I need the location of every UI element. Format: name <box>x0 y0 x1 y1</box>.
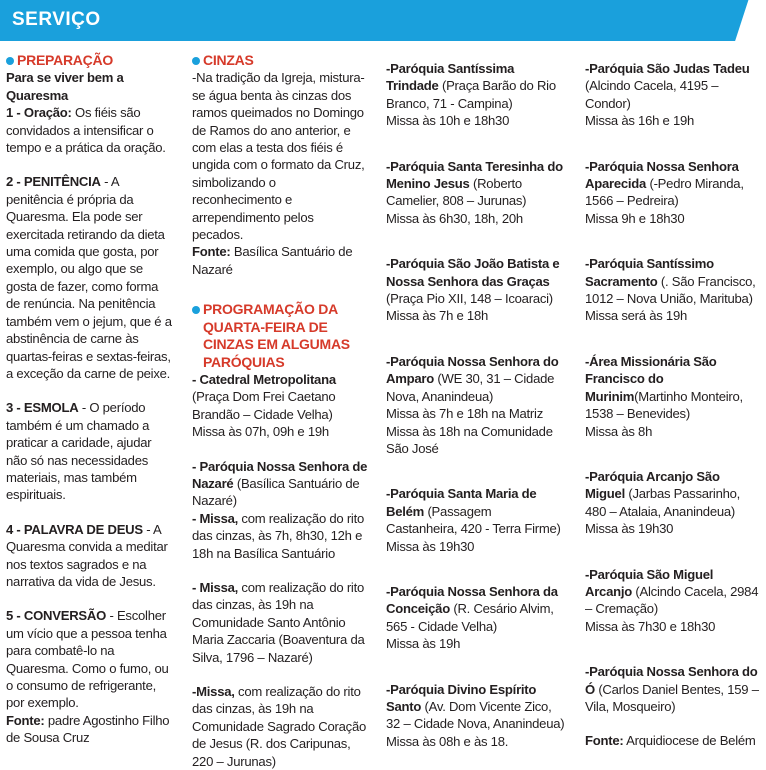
programacao-heading <box>192 301 368 371</box>
parish-entry <box>386 485 566 537</box>
missa-text: com realização do rito das cinzas, às 19h na Comunidade Santo Antônio Maria Zaccaria (Boaventura da Silva, 1796 – Nazaré) <box>192 579 365 665</box>
parish-address: (Alcindo Cacela, 2984 – Cremação) <box>585 583 759 617</box>
item-conversao <box>6 607 172 711</box>
spacer <box>386 325 566 353</box>
parish-address: (Praça Barão do Rio Branco, 71 - Campina) <box>386 78 556 111</box>
spacer <box>585 325 760 353</box>
parish-address: (Roberto Camelier, 808 – Jurunas) <box>386 176 527 209</box>
spacer <box>386 457 566 485</box>
bullet-icon <box>192 306 200 314</box>
spacer <box>585 715 760 732</box>
parish-entry <box>585 468 760 520</box>
parish-address: (Martinho Monteiro, 1538 – Benevides) <box>585 388 743 422</box>
missa-label: - Missa, <box>192 579 239 595</box>
parish-address: (-Pedro Miranda, 1566 – Pedreira) <box>585 176 744 209</box>
parish-entry <box>386 681 566 733</box>
missa-label: -Missa, <box>192 684 235 699</box>
parish-entry <box>585 60 760 112</box>
parish-missa: Missa às 6h30, 18h, 20h <box>386 210 523 226</box>
parish-name: -Paróquia Divino Espírito Santo <box>386 681 537 714</box>
item-esmola <box>6 399 172 503</box>
source-line <box>585 732 760 749</box>
parish-missa: Missa às 08h e às 18. <box>386 733 509 749</box>
spacer <box>6 382 172 399</box>
entry-name: - Catedral Metropolitana <box>192 371 336 387</box>
parish-entry <box>386 255 566 307</box>
spacer <box>6 156 172 173</box>
spacer <box>585 52 760 60</box>
item-label: 2 - PENITÊNCIA <box>6 174 101 190</box>
parish-address: (Passagem Castanheira, 420 - Terra Firme) <box>386 503 561 537</box>
item-text: - Escolher um vício que a pessoa tenha para combatê-lo na Quaresma. Como o fumo, ou o consumo de refrigerante, por exemplo. <box>6 608 169 711</box>
parish-name: -Paróquia Nossa Senhora da Conceição <box>386 583 558 617</box>
parish-missa: Missa às 10h e 18h30 <box>386 113 510 129</box>
column-paroquias-1 <box>386 52 566 750</box>
parish-entry <box>585 353 760 423</box>
source-text: Arquidiocese de Belém <box>623 733 756 749</box>
spacer <box>585 538 760 566</box>
item-text: - O período também é um chamado a praticar a caridade, ajudar não só nas necessidades materiais, mas também espirituais. <box>6 400 152 503</box>
missa-text: com realização do rito das cinzas, às 19h na Comunidade Sagrado Coração de Jesus (R. dos Caripunas, 220 – Jurunas) <box>192 684 367 769</box>
spacer <box>6 504 172 521</box>
item-text: Os fiéis são convidados a intensificar o tempo e a prática da oração. <box>6 105 166 156</box>
source-label: Fonte: <box>192 244 231 260</box>
source-text: Basílica Santuário de Nazaré <box>192 244 353 277</box>
item-palavra-de-deus <box>6 521 172 591</box>
entry-name: - Paróquia Nossa Senhora de Nazaré <box>192 458 368 491</box>
parish-name: -Área Missionária São Francisco do Murinim <box>585 353 717 404</box>
column-preparacao <box>6 52 172 747</box>
parish-entry <box>386 158 566 210</box>
item-text: - A Quaresma convida a meditar nos textos sagrados e na narrativa da vida de Jesus. <box>6 521 168 589</box>
missa-label: - Missa, <box>192 510 239 526</box>
entry-text: (Basílica Santuário de Nazaré) <box>192 475 360 509</box>
parish-entry <box>585 158 760 210</box>
parish-name: -Paróquia Santíssimo Sacramento <box>585 256 714 289</box>
cinzas-title: CINZAS <box>203 52 254 68</box>
spacer <box>585 635 760 663</box>
spacer <box>386 52 566 60</box>
source-text: padre Agostinho Filho de Sousa Cruz <box>6 712 170 746</box>
parish-name: -Paróquia Nossa Senhora do Amparo <box>386 353 559 387</box>
header-corner-cut <box>733 0 756 41</box>
header-title: SERVIÇO <box>12 9 101 30</box>
parish-address: (Av. Dom Vicente Zico, 32 – Cidade Nova, Ananindeua) <box>386 698 565 732</box>
parish-address: (Carlos Daniel Bentes, 159 – Vila, Mosqueiro) <box>585 681 759 714</box>
spacer <box>386 227 566 255</box>
item-penitencia <box>6 173 172 382</box>
parish-missa: Missa às 8h <box>585 423 653 439</box>
spacer <box>6 590 172 607</box>
parish-name: -Paróquia Santa Teresinha do Menino Jesus <box>386 158 563 192</box>
parish-name: -Paróquia São Judas Tadeu <box>585 61 750 76</box>
parish-name: -Paróquia Arcanjo São Miguel <box>585 468 720 502</box>
parish-entry <box>585 663 760 715</box>
parish-name: -Paróquia Santíssima Trindade <box>386 61 515 94</box>
cinzas-intro: -Na tradição da Igreja, mistura-se água benta às cinzas dos ramos queimados no Domingo de Ramos do ano anterior, e com elas a testa dos fiéis é ungida com o formato da Cruz, simbolizando o reconhecimento e arrependimento pelos pecados. <box>192 70 365 243</box>
parish-address: (Praça Pio XII, 148 – Icoaraci) <box>386 291 553 307</box>
source-label: Fonte: <box>585 733 624 749</box>
parish-missa: Missa às 7h e 18h <box>386 308 489 324</box>
spacer <box>192 278 368 301</box>
item-text: - A penitência é própria da Quaresma. Ela pode ser exercitada retirando da dieta uma comida que gosta, por exemplo, ou algo que se gosta de fazer, como forma de renúncia. Na penitência também vem o jejum, que é a abstinência de carne às quartas-feiras e sextas-feiras, a exceção da carne de peixe. <box>6 174 172 381</box>
spacer <box>386 653 566 681</box>
spacer <box>585 130 760 158</box>
item-label: 1 - Oração: <box>6 105 72 121</box>
spacer <box>192 441 368 458</box>
parish-name: -Paróquia São Miguel Arcanjo <box>585 566 714 599</box>
source-line <box>6 712 172 747</box>
item-label: 5 - CONVERSÃO <box>6 608 107 624</box>
parish-entry <box>585 255 760 307</box>
parish-missa: Missa às 16h e 19h <box>585 113 695 129</box>
column-cinzas <box>192 52 368 770</box>
parish-address: (Alcindo Cacela, 4195 – Condor) <box>585 78 719 111</box>
spacer <box>192 666 368 683</box>
parish-name: -Paróquia Santa Maria de Belém <box>386 486 537 519</box>
spacer <box>585 227 760 255</box>
parish-address: (R. Cesário Alvim, 565 - Cidade Velha) <box>386 601 554 634</box>
bullet-icon <box>6 57 14 65</box>
parish-entry <box>585 566 760 618</box>
parish-missa: Missa às 19h <box>386 636 461 652</box>
item-label: 3 - ESMOLA <box>6 400 79 416</box>
programacao-title: PROGRAMAÇÃO DA QUARTA-FEIRA DE CINZAS EM ALGUMAS PARÓQUIAS <box>203 301 350 370</box>
entry-missa <box>192 579 368 666</box>
cinzas-heading <box>192 52 368 69</box>
bullet-icon <box>192 57 200 65</box>
section-header <box>0 0 756 41</box>
parish-missa: Missa às 19h30 <box>585 521 674 537</box>
entry-nazare <box>192 458 368 510</box>
entry-text: (Praça Dom Frei Caetano Brandão – Cidade Velha) Missa às 07h, 09h e 19h <box>192 389 336 440</box>
parish-missa: Missa às 7h e 18h na Matriz Missa às 18h na Comunidade São José <box>386 406 553 456</box>
parish-missa: Missa às 7h30 e 18h30 <box>585 618 716 634</box>
spacer <box>585 440 760 468</box>
parish-name: -Paróquia Nossa Senhora Aparecida <box>585 158 739 192</box>
parish-address: (WE 30, 31 – Cidade Nova, Ananindeua) <box>386 371 555 404</box>
preparacao-heading <box>6 52 172 69</box>
column-paroquias-2 <box>585 52 760 750</box>
preparacao-title: PREPARAÇÃO <box>17 52 114 68</box>
item-label: 4 - PALAVRA DE DEUS <box>6 521 143 537</box>
preparacao-subtitle: Para se viver bem a Quaresma <box>6 70 124 103</box>
spacer <box>386 555 566 583</box>
source-line <box>192 243 368 278</box>
parish-missa: Missa às 19h30 <box>386 538 475 554</box>
spacer <box>386 130 566 158</box>
missa-text: com realização do rito das cinzas, às 7h, 8h30, 12h e 18h na Basílica Santuário <box>192 510 365 561</box>
parish-address: (. São Francisco, 1012 – Nova União, Marituba) <box>585 273 756 307</box>
entry-missa <box>192 683 368 770</box>
spacer <box>192 562 368 579</box>
parish-missa: Missa será às 19h <box>585 308 688 324</box>
item-oracao <box>6 104 172 156</box>
parish-entry <box>386 60 566 112</box>
parish-entry <box>386 353 566 405</box>
parish-name: -Paróquia São João Batista e Nossa Senhora das Graças <box>386 256 560 289</box>
parish-missa: Missa 9h e 18h30 <box>585 210 685 226</box>
source-label: Fonte: <box>6 712 45 728</box>
entry-missa <box>192 510 368 562</box>
parish-name: -Paróquia Nossa Senhora do Ó <box>585 664 758 697</box>
parish-entry <box>386 583 566 635</box>
parish-address: (Jarbas Passarinho, 480 – Atalaia, Ananindeua) <box>585 486 741 519</box>
